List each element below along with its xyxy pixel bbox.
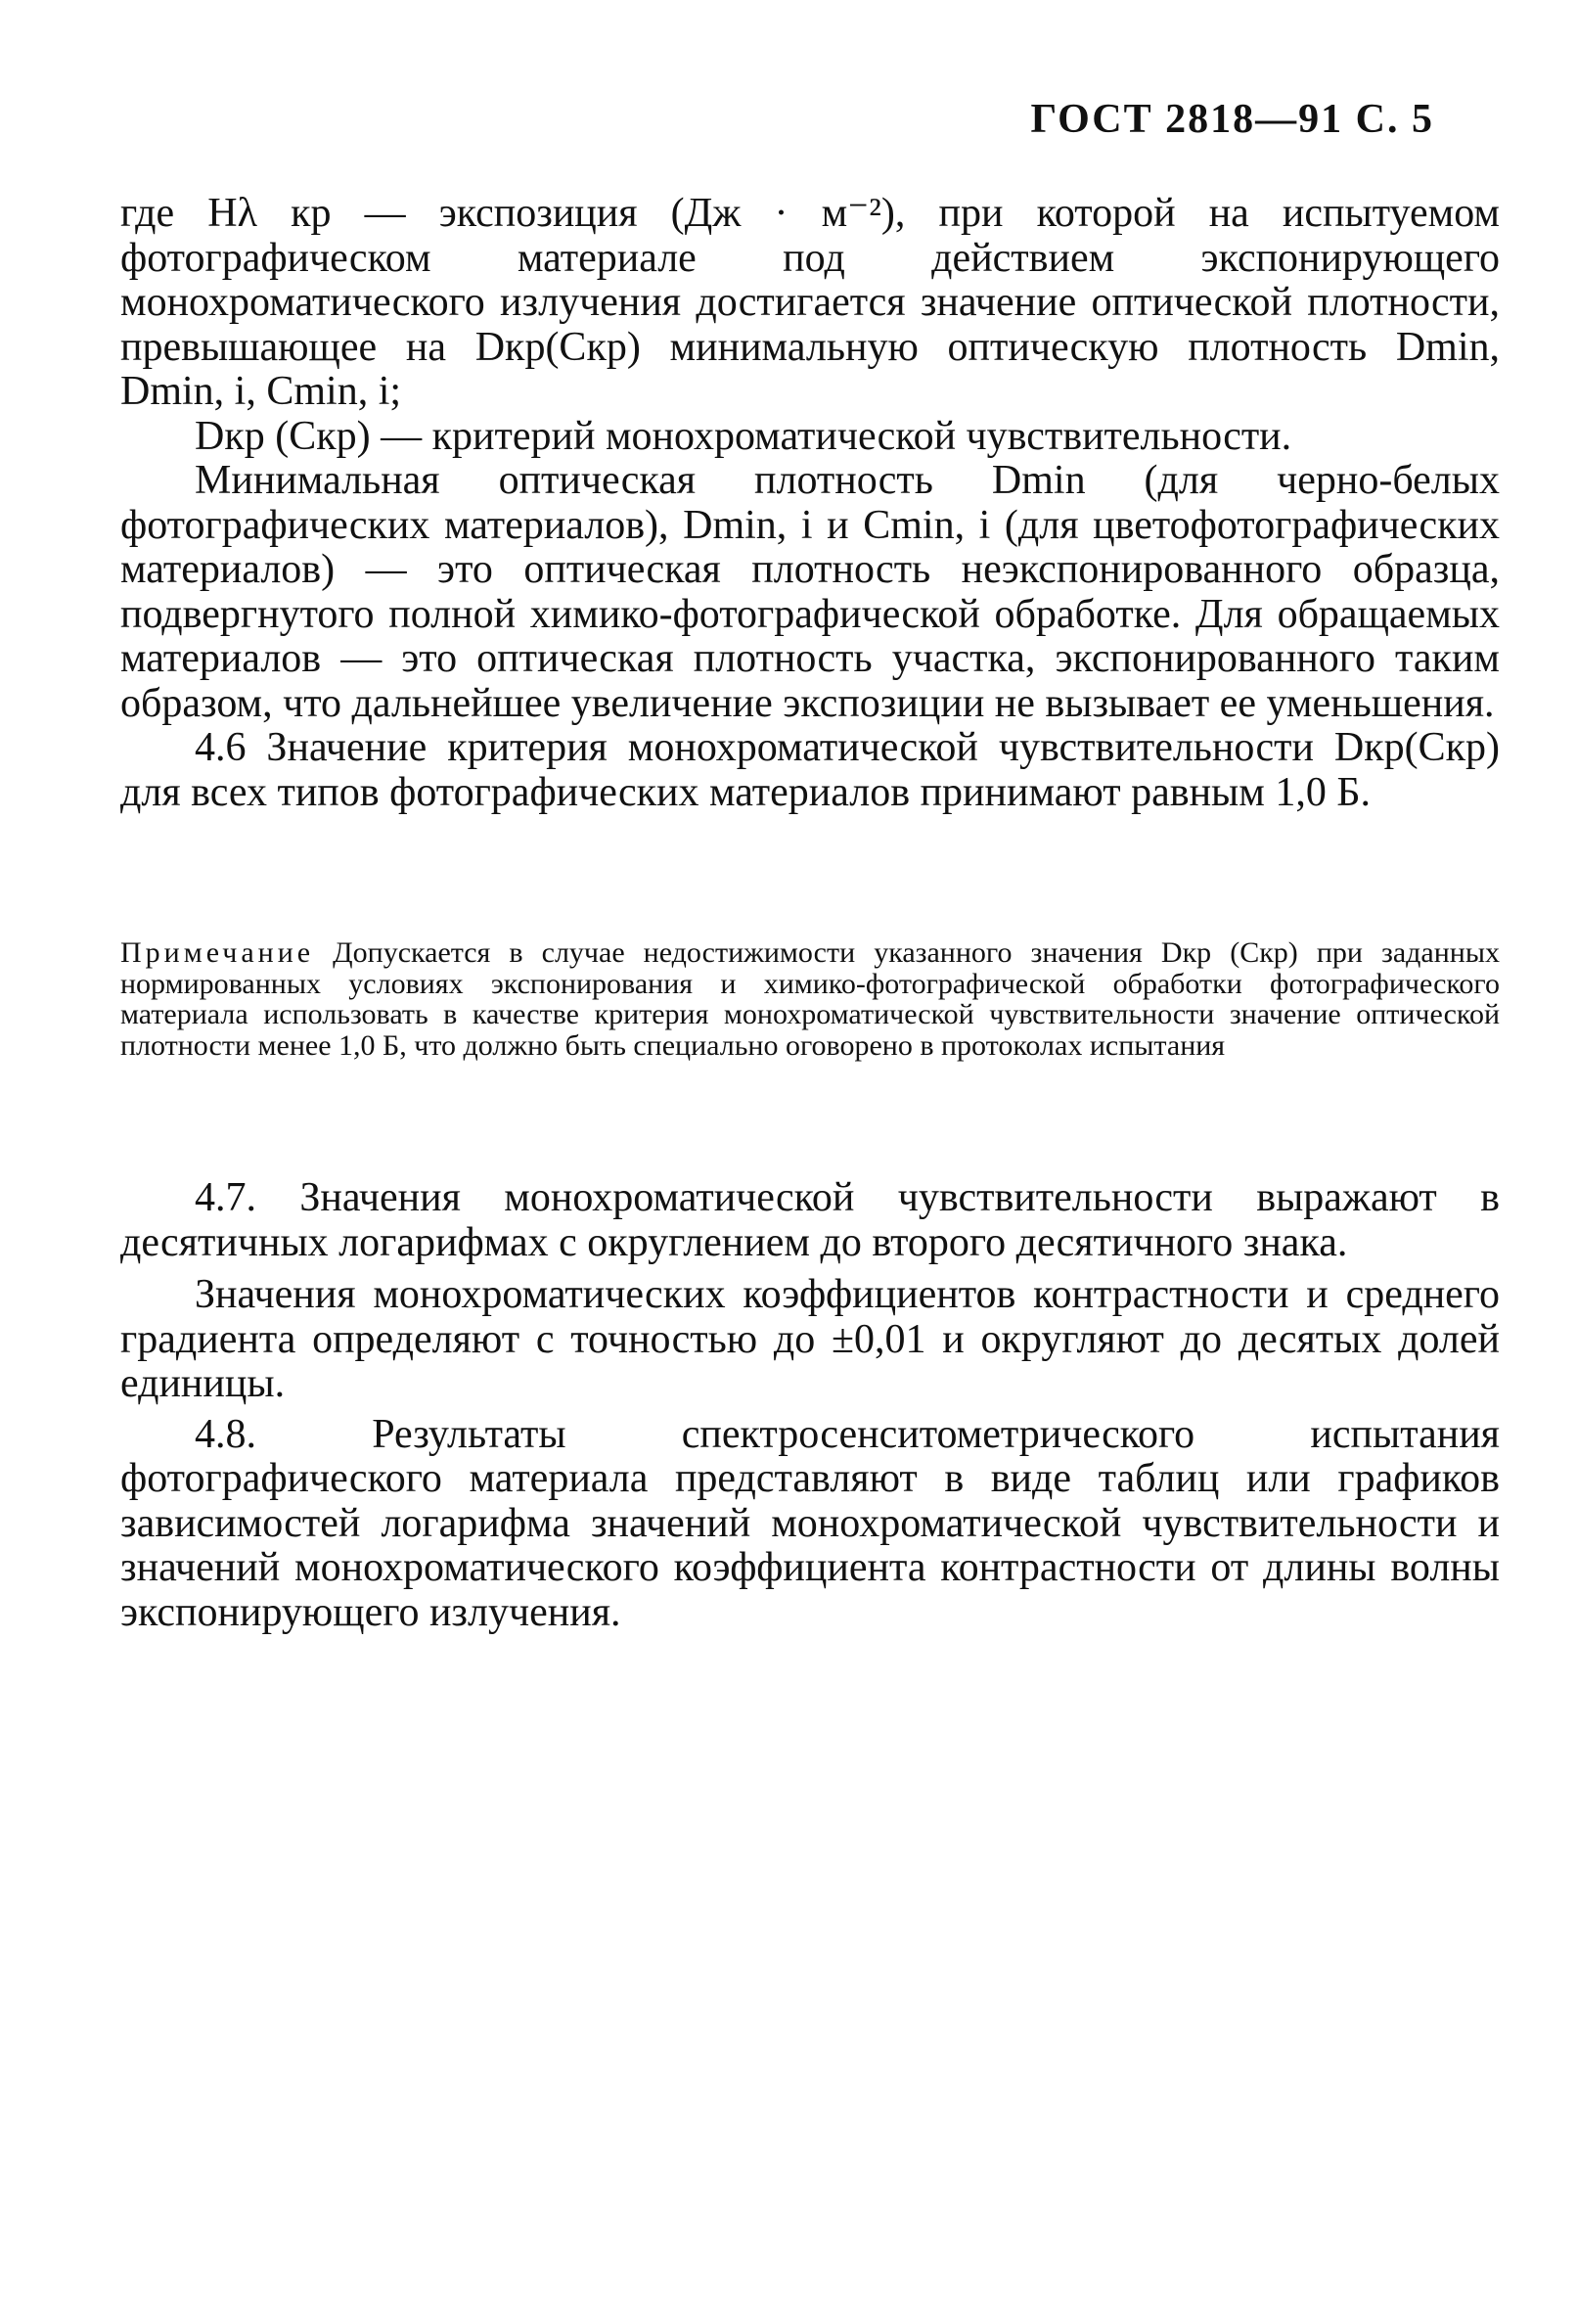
paragraph-4-7: 4.7. Значения монохроматической чувствительности выражают в десятичных логарифмах с округлением до второго десятичного знака.	[120, 1175, 1500, 1265]
page-header: ГОСТ 2818—91 С. 5	[1030, 97, 1434, 142]
note-block	[120, 937, 1500, 1061]
note-text: Допускается в случае недостижимости указанного значения Dкр (Cкр) при заданных нормированных условиях экспонирования и химико-фотографической обработки фотографического материала использовать в качестве критерия монохроматической чувствительности значение оптической плотности менее 1,0 Б, что должно быть специально оговорено в протоколах испытания	[120, 936, 1500, 1062]
note-label: Примечание	[120, 936, 315, 969]
paragraph-exposure-definition: где Hλ кр — экспозиция (Дж · м⁻²), при которой на испытуемом фотографическом материале под действием экспонирующего монохроматического излучения достигается значение оптической плотности, превышающее на Dкр(Cкр) минимальную оптическую плотность Dmin, Dmin, i, Cmin, i;	[120, 191, 1500, 414]
final-text	[120, 1176, 1500, 1635]
paragraph-4-8: 4.8. Результаты спектросенситометрического испытания фотографического материала представляют в виде таблиц или графиков зависимостей логарифма значений монохроматической чувствительности и значений монохроматического коэффициента контрастности от длины волны экспонирующего излучения.	[120, 1411, 1500, 1635]
paragraph-precision: Значения монохроматических коэффициентов контрастности и среднего градиента определяют с точностью до ±0,01 и округляют до десятых долей единицы.	[120, 1272, 1500, 1406]
main-text	[120, 192, 1500, 815]
paragraph-minimum-density: Минимальная оптическая плотность Dmin (для черно-белых фотографических материалов), Dmin, i и Cmin, i (для цветофотографических материалов) — это оптическая плотность неэкспонированного образца, подвергнутого полной химико-фотографической обработке. Для обращаемых материалов — это оптическая плотность участка, экспонированного таким образом, что дальнейшее увеличение экспозиции не вызывает ее уменьшения.	[120, 458, 1500, 726]
paragraph-4-6: 4.6 Значение критерия монохроматической чувствительности Dкр(Cкр) для всех типов фотографических материалов принимают равным 1,0 Б.	[120, 725, 1500, 815]
paragraph-criterion-definition: Dкр (Cкр) — критерий монохроматической чувствительности.	[195, 413, 1292, 459]
